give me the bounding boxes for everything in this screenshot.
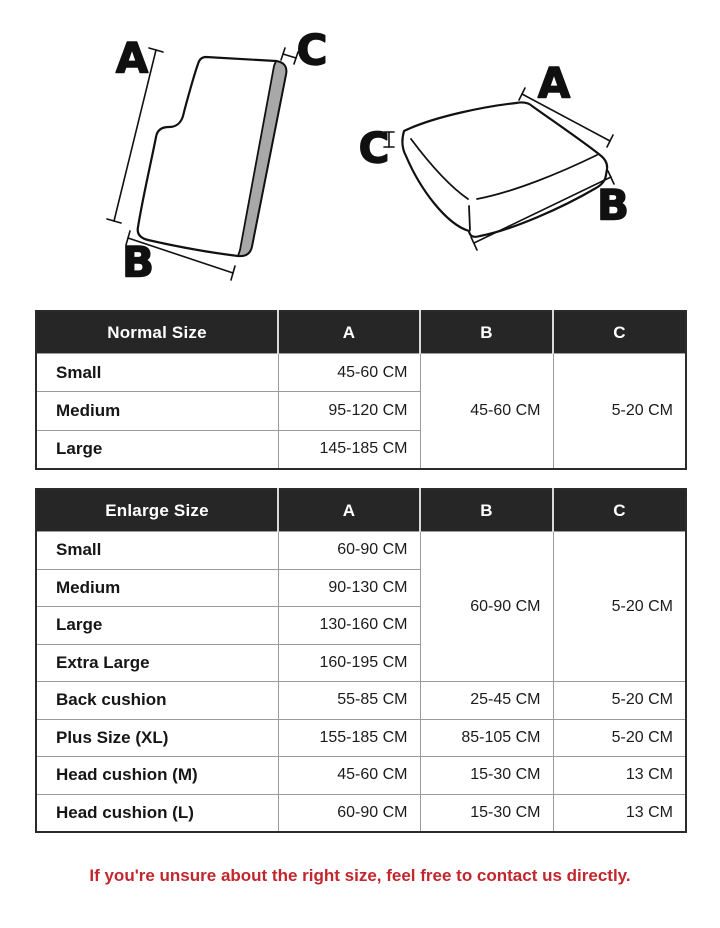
- value-b: 25-45 CM: [420, 682, 553, 720]
- value-a: 45-60 CM: [278, 757, 420, 795]
- normal-size-table: [35, 310, 687, 470]
- value-a: 95-120 CM: [278, 392, 420, 430]
- size-label: Small: [36, 354, 278, 392]
- value-a: 130-160 CM: [278, 607, 420, 645]
- dimension-line-c: [281, 48, 298, 64]
- value-c: 5-20 CM: [553, 719, 686, 757]
- value-c-merged: 5-20 CM: [553, 532, 686, 682]
- value-b: 15-30 CM: [420, 794, 553, 832]
- value-a: 155-185 CM: [278, 719, 420, 757]
- table-row: [36, 532, 686, 570]
- size-label: Plus Size (XL): [36, 719, 278, 757]
- label-a: A: [115, 33, 149, 83]
- label-b: B: [121, 237, 155, 287]
- table-row: [36, 354, 686, 392]
- size-label: Back cushion: [36, 682, 278, 720]
- column-header-a: A: [278, 311, 420, 354]
- value-c: 5-20 CM: [553, 682, 686, 720]
- column-header-b: B: [420, 489, 553, 532]
- size-label: Head cushion (L): [36, 794, 278, 832]
- size-label: Medium: [36, 392, 278, 430]
- seat-cushion-drawing: [359, 59, 629, 251]
- column-header-b: B: [420, 311, 553, 354]
- column-header-c: C: [553, 489, 686, 532]
- value-a: 45-60 CM: [278, 354, 420, 392]
- table-title: Enlarge Size: [36, 489, 278, 532]
- column-header-a: A: [278, 489, 420, 532]
- size-label: Head cushion (M): [36, 757, 278, 795]
- value-a: 145-185 CM: [278, 430, 420, 469]
- table-row: [36, 719, 686, 757]
- value-b: 85-105 CM: [420, 719, 553, 757]
- label-b: B: [596, 180, 630, 230]
- size-label: Large: [36, 430, 278, 469]
- table-row: [36, 757, 686, 795]
- value-a: 55-85 CM: [278, 682, 420, 720]
- table-row: [36, 682, 686, 720]
- column-header-c: C: [553, 311, 686, 354]
- front-corner-crease: [469, 206, 470, 230]
- back-cushion-drawing: [107, 26, 327, 287]
- value-a: 60-90 CM: [278, 532, 420, 570]
- label-a: A: [537, 58, 571, 108]
- size-label: Medium: [36, 569, 278, 607]
- value-a: 160-195 CM: [278, 644, 420, 682]
- value-b-merged: 45-60 CM: [420, 354, 553, 469]
- value-b: 15-30 CM: [420, 757, 553, 795]
- size-label: Large: [36, 607, 278, 645]
- size-label: Extra Large: [36, 644, 278, 682]
- table-header-row: [36, 311, 686, 354]
- size-diagram: [0, 0, 720, 300]
- value-a: 90-130 CM: [278, 569, 420, 607]
- size-label: Small: [36, 532, 278, 570]
- table-header-row: [36, 489, 686, 532]
- value-a: 60-90 CM: [278, 794, 420, 832]
- contact-note: If you're unsure about the right size, feel free to contact us directly.: [89, 866, 631, 885]
- value-c: 13 CM: [553, 757, 686, 795]
- value-b-merged: 60-90 CM: [420, 532, 553, 682]
- table-row: [36, 794, 686, 832]
- value-c: 13 CM: [553, 794, 686, 832]
- enlarge-size-table: [35, 488, 687, 833]
- value-c-merged: 5-20 CM: [553, 354, 686, 469]
- label-c: C: [358, 123, 390, 173]
- table-title: Normal Size: [36, 311, 278, 354]
- label-c: C: [296, 25, 328, 75]
